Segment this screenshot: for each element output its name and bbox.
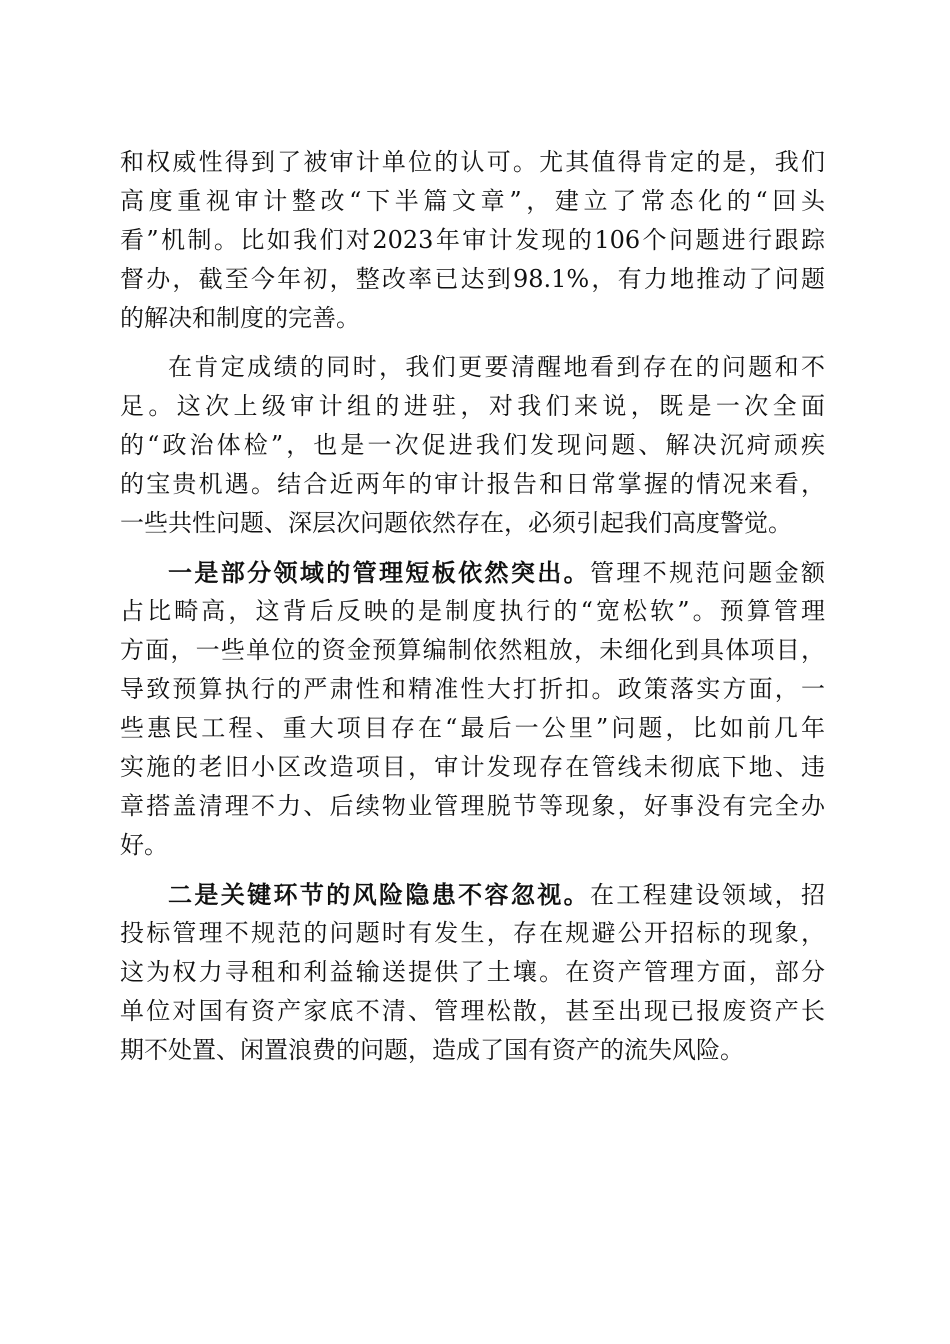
text-line: 看”机制。比如我们对2023年审计发现的106个问题进行跟踪 (120, 226, 825, 254)
text-line: 督办，截至今年初，整改率已达到98.1%，有力地推动了问题 (120, 265, 825, 293)
text-line (120, 553, 825, 592)
heading-rest: 管理不规范问题金额 (590, 559, 825, 587)
text-line: 一些共性问题、深层次问题依然存在，必须引起我们高度警觉。 (120, 509, 792, 537)
heading-rest: 在工程建设领域，招 (590, 881, 825, 909)
text-line: 占比畸高，这背后反映的是制度执行的“宽松软”。预算管理 (120, 597, 825, 625)
text-line: 些惠民工程、重大项目存在“最后一公里”问题，比如前几年 (120, 714, 825, 742)
text-line: 方面，一些单位的资金预算编制依然粗放，未细化到具体项目， (120, 636, 825, 664)
paragraph-1 (120, 143, 825, 338)
paragraph-3 (120, 553, 825, 865)
document-body (120, 143, 825, 1070)
paragraph-heading: 二是关键环节的风险隐患不容忽视。 (168, 880, 590, 909)
text-line: 章搭盖清理不力、后续物业管理脱节等现象，好事没有完全办 (120, 792, 825, 820)
text-line: 这为权力寻租和利益输送提供了土壤。在资产管理方面，部分 (120, 958, 825, 986)
text-line (120, 875, 825, 914)
text-line: 的解决和制度的完善。 (120, 304, 360, 332)
text-line: 实施的老旧小区改造项目，审计发现存在管线未彻底下地、违 (120, 753, 825, 781)
text-line: 在肯定成绩的同时，我们更要清醒地看到存在的问题和不 (168, 353, 825, 381)
text-line: 的宝贵机遇。结合近两年的审计报告和日常掌握的情况来看， (120, 470, 825, 498)
text-line: 导致预算执行的严肃性和精准性大打折扣。政策落实方面，一 (120, 675, 825, 703)
text-line: 期不处置、闲置浪费的问题，造成了国有资产的流失风险。 (120, 1036, 744, 1064)
text-line: 的“政治体检”，也是一次促进我们发现问题、解决沉疴顽疾 (120, 431, 825, 459)
paragraph-2 (120, 348, 825, 543)
paragraph-4 (120, 875, 825, 1070)
text-line: 单位对国有资产家底不清、管理松散，甚至出现已报废资产长 (120, 997, 825, 1025)
text-line: 好。 (120, 831, 168, 859)
text-line: 投标管理不规范的问题时有发生，存在规避公开招标的现象， (120, 919, 825, 947)
paragraph-gap (120, 865, 825, 875)
text-line: 足。这次上级审计组的进驻，对我们来说，既是一次全面 (120, 392, 825, 420)
paragraph-heading: 一是部分领域的管理短板依然突出。 (168, 558, 590, 587)
text-line: 和权威性得到了被审计单位的认可。尤其值得肯定的是，我们 (120, 148, 825, 176)
paragraph-gap (120, 543, 825, 553)
paragraph-gap (120, 338, 825, 348)
text-line: 高度重视审计整改“下半篇文章”，建立了常态化的“回头 (120, 187, 825, 215)
